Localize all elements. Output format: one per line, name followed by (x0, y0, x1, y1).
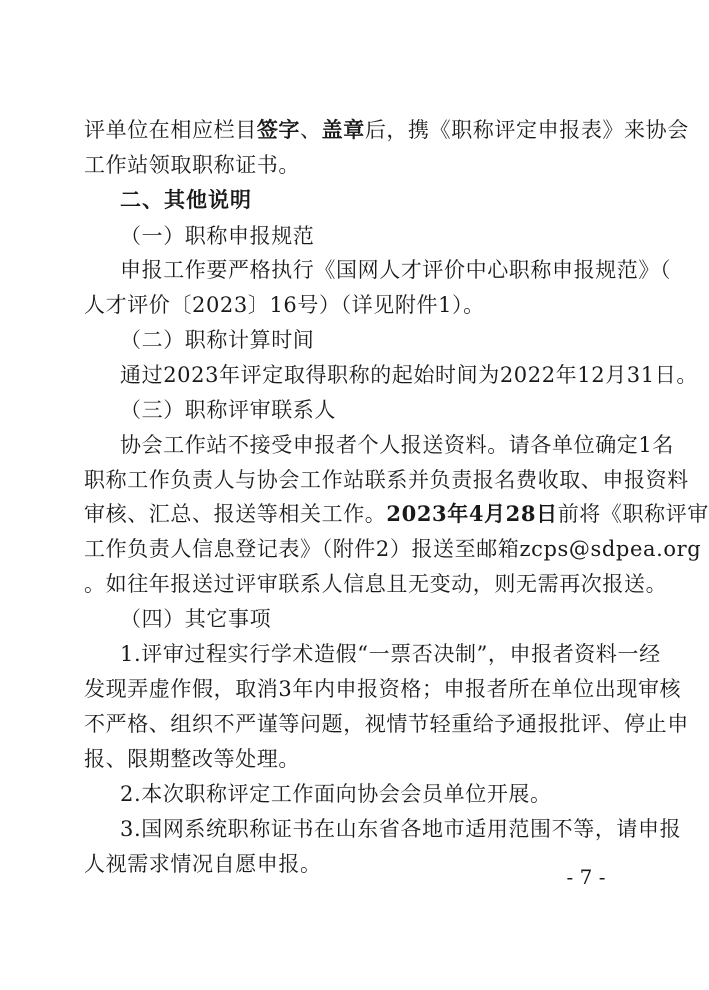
subsection-heading-text: （四）其它事项 (120, 607, 272, 631)
body-text-line (120, 357, 698, 393)
body-text-line (84, 846, 624, 882)
text-segment: 。如往年报送过评审联系人信息且无变动，则无需再次报送。 (84, 572, 668, 596)
body-text-line (84, 287, 624, 323)
subsection-heading (120, 392, 660, 428)
body-text-line (84, 462, 689, 498)
text-segment: 1.评审过程实行学术造假“一票否决制”，申报者资料一经 (120, 642, 661, 666)
text-segment: 不严格、组织不严谨等问题，视情节轻重给予通报批评、停止申 (84, 712, 689, 736)
text-segment: 前将《职称评审 (557, 502, 709, 526)
text-segment: 3.国网系统职称证书在山东省各地市适用范围不等，请申报 (120, 817, 682, 841)
subsection-heading (120, 601, 660, 637)
subsection-heading (120, 322, 660, 358)
text-segment: 发现弄虚作假，取消3年内申报资格；申报者所在单位出现审核 (84, 677, 682, 701)
subsection-heading-text: （三）职称评审联系人 (120, 398, 336, 422)
body-text-line (120, 252, 672, 288)
body-text-line (84, 112, 689, 148)
body-text-line (120, 427, 674, 463)
text-segment: 人才评价〔2023〕16号）（详见附件1）。 (84, 293, 485, 317)
text-segment: 审核、汇总、报送等相关工作。 (84, 502, 387, 526)
body-text-line (120, 636, 661, 672)
body-text-line (84, 531, 702, 567)
text-segment: 工作站领取职称证书。 (84, 153, 300, 177)
body-text-line (84, 147, 624, 183)
body-text-line (84, 706, 689, 742)
text-segment: 人视需求情况自愿申报。 (84, 852, 322, 876)
text-segment: 后，携《职称评定申报表》来协会 (364, 118, 689, 142)
text-segment: 职称工作负责人与协会工作站联系并负责报名费收取、申报资料 (84, 468, 689, 492)
section-heading (120, 182, 660, 218)
text-segment: 、 (300, 118, 322, 142)
body-text-line (84, 671, 682, 707)
text-segment: 通过2023年评定取得职称的起始时间为2022年12月31日。 (120, 363, 698, 387)
text-segment: 申报工作要严格执行《国网人才评价中心职称申报规范》（ (120, 258, 672, 282)
body-text-line (84, 566, 668, 602)
body-text-line (84, 741, 624, 777)
body-text-line (120, 811, 682, 847)
subsection-heading-text: （二）职称计算时间 (120, 328, 315, 352)
page-number: - 7 - (566, 865, 606, 889)
text-segment: 2.本次职称评定工作面向协会会员单位开展。 (120, 782, 552, 806)
section-heading-text: 二、其他说明 (120, 187, 252, 212)
subsection-heading-text: （一）职称申报规范 (120, 224, 315, 248)
bold-text-segment: 盖章 (321, 117, 365, 142)
bold-text-segment: 签字 (256, 117, 301, 142)
subsection-heading (120, 218, 660, 254)
bold-date-text: 2023年4月28日 (386, 501, 558, 526)
text-segment: 评单位在相应栏目 (84, 118, 257, 142)
text-segment: 报、限期整改等处理。 (84, 747, 300, 771)
body-text-line (120, 776, 624, 812)
body-text-line (84, 496, 709, 532)
text-segment: 工作负责人信息登记表》（附件2）报送至邮箱zcps@sdpea.org (84, 537, 702, 561)
text-segment: 协会工作站不接受申报者个人报送资料。请各单位确定1名 (120, 433, 674, 457)
